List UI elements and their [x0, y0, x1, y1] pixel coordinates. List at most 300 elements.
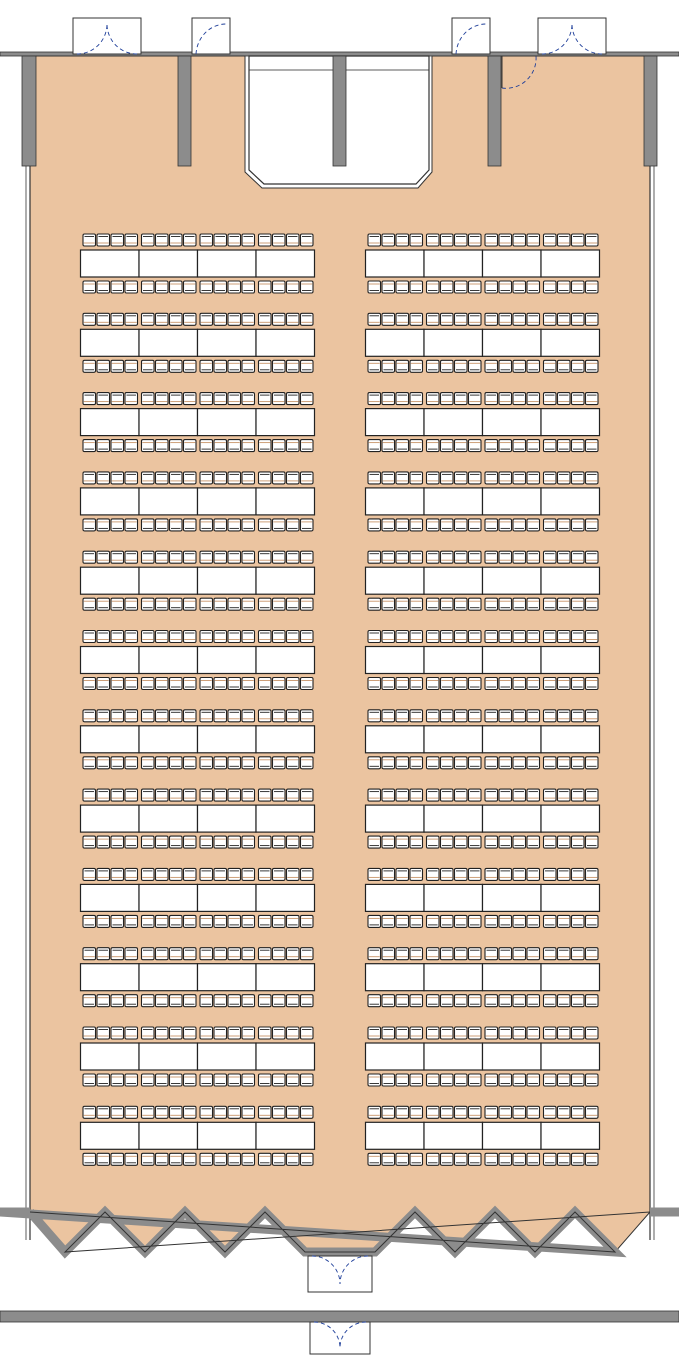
chair-icon: [368, 836, 381, 848]
chair-icon: [184, 551, 197, 563]
chair-seat: [382, 868, 395, 880]
chair-seat: [485, 915, 498, 927]
chair-seat: [485, 1153, 498, 1165]
chair-seat: [200, 1153, 213, 1165]
chair-seat: [586, 868, 599, 880]
chair-seat: [259, 1074, 272, 1086]
chair-seat: [586, 234, 599, 246]
chair-seat: [97, 234, 110, 246]
door-frame: [538, 18, 606, 54]
door-top-4: [538, 18, 606, 54]
chair-seat: [184, 440, 197, 452]
chair-icon: [368, 678, 381, 690]
chair-icon: [558, 1027, 571, 1039]
chair-icon: [301, 836, 314, 848]
chair-icon: [485, 1074, 498, 1086]
chair-seat: [455, 551, 468, 563]
chair-icon: [200, 1074, 213, 1086]
chair-seat: [513, 836, 526, 848]
chair-icon: [287, 710, 300, 722]
chair-icon: [228, 631, 241, 643]
chair-seat: [83, 757, 96, 769]
chair-icon: [200, 393, 213, 405]
chair-seat: [427, 631, 440, 643]
chair-icon: [200, 789, 213, 801]
chair-icon: [485, 519, 498, 531]
chair-icon: [396, 519, 409, 531]
chair-seat: [97, 631, 110, 643]
chair-seat: [259, 313, 272, 325]
chair-seat: [111, 472, 124, 484]
table-icon: [198, 805, 257, 832]
chair-seat: [527, 678, 540, 690]
chair-seat: [455, 868, 468, 880]
table-icon: [483, 647, 542, 674]
chair-icon: [170, 868, 183, 880]
chair-seat: [527, 710, 540, 722]
chair-seat: [301, 678, 314, 690]
chair-icon: [544, 948, 557, 960]
chair-seat: [156, 1027, 169, 1039]
chair-seat: [242, 757, 255, 769]
chair-seat: [544, 915, 557, 927]
chair-icon: [368, 710, 381, 722]
chair-icon: [111, 631, 124, 643]
table-icon: [256, 647, 315, 674]
chair-icon: [242, 551, 255, 563]
chair-seat: [228, 440, 241, 452]
chair-seat: [259, 789, 272, 801]
chair-icon: [97, 836, 110, 848]
chair-seat: [469, 360, 482, 372]
chair-seat: [572, 631, 585, 643]
chair-seat: [184, 995, 197, 1007]
chair-icon: [156, 868, 169, 880]
chair-icon: [455, 234, 468, 246]
chair-seat: [455, 678, 468, 690]
table-icon: [81, 884, 140, 911]
chair-icon: [558, 313, 571, 325]
chair-icon: [427, 836, 440, 848]
chair-icon: [97, 631, 110, 643]
chair-seat: [184, 1027, 197, 1039]
chair-seat: [558, 995, 571, 1007]
chair-icon: [368, 948, 381, 960]
chair-icon: [544, 360, 557, 372]
chair-seat: [572, 836, 585, 848]
chair-seat: [410, 868, 423, 880]
chair-icon: [242, 995, 255, 1007]
table-icon: [424, 884, 483, 911]
chair-seat: [287, 360, 300, 372]
chair-icon: [513, 868, 526, 880]
table-icon: [483, 1043, 542, 1070]
chair-icon: [83, 757, 96, 769]
chair-icon: [441, 868, 454, 880]
chair-seat: [228, 948, 241, 960]
chair-seat: [111, 440, 124, 452]
chair-icon: [214, 1074, 227, 1086]
chair-icon: [170, 472, 183, 484]
chair-seat: [242, 598, 255, 610]
table-icon: [139, 488, 198, 515]
table-icon: [256, 964, 315, 991]
chair-icon: [228, 360, 241, 372]
chair-seat: [259, 868, 272, 880]
chair-icon: [441, 995, 454, 1007]
chair-icon: [97, 472, 110, 484]
chair-icon: [485, 678, 498, 690]
chair-icon: [455, 789, 468, 801]
chair-seat: [287, 757, 300, 769]
chair-icon: [142, 440, 155, 452]
chair-seat: [170, 1153, 183, 1165]
chair-seat: [156, 836, 169, 848]
chair-seat: [558, 868, 571, 880]
chair-icon: [527, 1074, 540, 1086]
chair-seat: [125, 868, 138, 880]
chair-seat: [368, 440, 381, 452]
chair-icon: [273, 948, 286, 960]
table-icon: [81, 250, 140, 277]
chair-seat: [441, 234, 454, 246]
chair-seat: [142, 393, 155, 405]
chair-seat: [228, 789, 241, 801]
chair-seat: [301, 1027, 314, 1039]
chair-seat: [214, 393, 227, 405]
chair-icon: [97, 915, 110, 927]
chair-seat: [527, 234, 540, 246]
chair-seat: [427, 234, 440, 246]
chair-icon: [184, 393, 197, 405]
chair-icon: [273, 519, 286, 531]
chair-icon: [200, 313, 213, 325]
chair-icon: [184, 472, 197, 484]
chair-seat: [485, 393, 498, 405]
chair-icon: [242, 710, 255, 722]
chair-seat: [273, 1106, 286, 1118]
chair-icon: [558, 868, 571, 880]
chair-seat: [469, 995, 482, 1007]
chair-icon: [572, 472, 585, 484]
chair-icon: [142, 1106, 155, 1118]
chair-seat: [513, 519, 526, 531]
chair-seat: [572, 678, 585, 690]
chair-seat: [396, 519, 409, 531]
chair-icon: [513, 710, 526, 722]
chair-seat: [396, 1027, 409, 1039]
chair-seat: [558, 1027, 571, 1039]
chair-icon: [427, 757, 440, 769]
chair-seat: [513, 757, 526, 769]
chair-seat: [125, 995, 138, 1007]
chair-icon: [287, 1106, 300, 1118]
chair-seat: [125, 789, 138, 801]
chair-seat: [287, 836, 300, 848]
chair-icon: [200, 868, 213, 880]
chair-seat: [544, 710, 557, 722]
chair-seat: [125, 234, 138, 246]
chair-seat: [382, 281, 395, 293]
chair-icon: [97, 868, 110, 880]
chair-seat: [441, 598, 454, 610]
chair-seat: [396, 440, 409, 452]
chair-icon: [499, 1074, 512, 1086]
chair-seat: [499, 995, 512, 1007]
chair-seat: [200, 836, 213, 848]
chair-seat: [156, 678, 169, 690]
chair-icon: [97, 313, 110, 325]
chair-seat: [499, 472, 512, 484]
chair-icon: [368, 519, 381, 531]
chair-seat: [242, 678, 255, 690]
chair-icon: [142, 948, 155, 960]
chair-seat: [527, 1106, 540, 1118]
chair-icon: [469, 519, 482, 531]
chair-icon: [527, 551, 540, 563]
chair-icon: [142, 472, 155, 484]
table-icon: [424, 488, 483, 515]
chair-icon: [273, 440, 286, 452]
chair-seat: [200, 519, 213, 531]
chair-icon: [586, 393, 599, 405]
chair-seat: [382, 360, 395, 372]
chair-icon: [396, 757, 409, 769]
chair-icon: [572, 1027, 585, 1039]
chair-seat: [513, 551, 526, 563]
chair-icon: [301, 360, 314, 372]
table-icon: [424, 329, 483, 356]
chair-seat: [368, 551, 381, 563]
chair-seat: [142, 710, 155, 722]
chair-seat: [455, 393, 468, 405]
chair-seat: [410, 995, 423, 1007]
chair-seat: [572, 234, 585, 246]
chair-seat: [572, 757, 585, 769]
chair-seat: [214, 868, 227, 880]
chair-seat: [287, 1074, 300, 1086]
chair-icon: [513, 995, 526, 1007]
chair-icon: [441, 551, 454, 563]
chair-icon: [396, 995, 409, 1007]
chair-icon: [485, 551, 498, 563]
chair-seat: [214, 710, 227, 722]
chair-icon: [410, 313, 423, 325]
chair-icon: [200, 631, 213, 643]
chair-seat: [527, 789, 540, 801]
chair-seat: [259, 234, 272, 246]
chair-icon: [455, 598, 468, 610]
chair-icon: [558, 360, 571, 372]
chair-icon: [83, 440, 96, 452]
chair-icon: [83, 313, 96, 325]
chair-seat: [410, 551, 423, 563]
chair-icon: [586, 836, 599, 848]
chair-icon: [368, 598, 381, 610]
table-icon: [139, 329, 198, 356]
chair-seat: [301, 551, 314, 563]
chair-seat: [142, 598, 155, 610]
chair-seat: [287, 313, 300, 325]
chair-seat: [469, 757, 482, 769]
table-icon: [366, 488, 425, 515]
chair-icon: [469, 472, 482, 484]
chair-seat: [301, 1074, 314, 1086]
chair-icon: [184, 1027, 197, 1039]
chair-icon: [125, 472, 138, 484]
chair-seat: [228, 757, 241, 769]
chair-icon: [586, 598, 599, 610]
chair-seat: [83, 789, 96, 801]
chair-icon: [410, 472, 423, 484]
chair-seat: [301, 313, 314, 325]
chair-seat: [228, 234, 241, 246]
chair-icon: [301, 710, 314, 722]
chair-icon: [368, 1153, 381, 1165]
chair-seat: [382, 789, 395, 801]
chair-icon: [142, 313, 155, 325]
chair-icon: [287, 1074, 300, 1086]
chair-seat: [499, 598, 512, 610]
chair-seat: [156, 995, 169, 1007]
chair-seat: [455, 757, 468, 769]
chair-seat: [228, 313, 241, 325]
chair-seat: [396, 836, 409, 848]
chair-seat: [228, 1027, 241, 1039]
chair-icon: [544, 1074, 557, 1086]
chair-icon: [301, 393, 314, 405]
chair-seat: [214, 1106, 227, 1118]
chair-seat: [572, 710, 585, 722]
chair-seat: [184, 1106, 197, 1118]
chair-seat: [214, 440, 227, 452]
chair-icon: [586, 472, 599, 484]
chair-icon: [469, 631, 482, 643]
chair-seat: [156, 631, 169, 643]
chair-seat: [156, 551, 169, 563]
chair-icon: [544, 598, 557, 610]
table-icon: [198, 409, 257, 436]
table-icon: [424, 250, 483, 277]
chair-seat: [287, 789, 300, 801]
chair-seat: [469, 868, 482, 880]
chair-icon: [382, 1027, 395, 1039]
chair-icon: [410, 948, 423, 960]
chair-seat: [441, 915, 454, 927]
table-icon: [483, 567, 542, 594]
chair-icon: [410, 551, 423, 563]
chair-icon: [513, 281, 526, 293]
chair-icon: [396, 360, 409, 372]
chair-seat: [558, 598, 571, 610]
chair-icon: [228, 710, 241, 722]
chair-icon: [586, 234, 599, 246]
chair-icon: [427, 1153, 440, 1165]
chair-seat: [200, 948, 213, 960]
chair-icon: [544, 313, 557, 325]
chair-seat: [301, 631, 314, 643]
chair-seat: [544, 1106, 557, 1118]
chair-seat: [410, 678, 423, 690]
chair-seat: [273, 519, 286, 531]
chair-seat: [382, 440, 395, 452]
chair-icon: [301, 948, 314, 960]
chair-seat: [499, 360, 512, 372]
chair-seat: [125, 551, 138, 563]
chair-seat: [469, 313, 482, 325]
chair-icon: [427, 915, 440, 927]
chair-icon: [287, 440, 300, 452]
chair-icon: [214, 789, 227, 801]
chair-seat: [368, 234, 381, 246]
chair-icon: [125, 868, 138, 880]
chair-seat: [513, 948, 526, 960]
chair-seat: [368, 1106, 381, 1118]
chair-icon: [427, 868, 440, 880]
table-icon: [541, 488, 600, 515]
chair-seat: [97, 1106, 110, 1118]
chair-seat: [427, 678, 440, 690]
chair-seat: [97, 313, 110, 325]
chair-icon: [455, 631, 468, 643]
chair-seat: [427, 360, 440, 372]
chair-icon: [455, 1106, 468, 1118]
chair-seat: [527, 1074, 540, 1086]
chair-seat: [544, 360, 557, 372]
chair-seat: [97, 519, 110, 531]
chair-seat: [142, 757, 155, 769]
chair-icon: [572, 836, 585, 848]
chair-icon: [382, 551, 395, 563]
chair-icon: [527, 1027, 540, 1039]
chair-seat: [273, 1074, 286, 1086]
chair-icon: [441, 1027, 454, 1039]
chair-icon: [382, 519, 395, 531]
chair-icon: [111, 440, 124, 452]
chair-seat: [184, 598, 197, 610]
chair-seat: [558, 519, 571, 531]
table-icon: [366, 964, 425, 991]
chair-icon: [259, 393, 272, 405]
chair-seat: [156, 789, 169, 801]
chair-icon: [527, 598, 540, 610]
chair-seat: [586, 836, 599, 848]
chair-icon: [228, 995, 241, 1007]
chair-icon: [125, 440, 138, 452]
chair-seat: [273, 313, 286, 325]
chair-seat: [485, 995, 498, 1007]
chair-seat: [273, 678, 286, 690]
chair-seat: [125, 519, 138, 531]
chair-seat: [427, 551, 440, 563]
chair-seat: [242, 1074, 255, 1086]
chair-seat: [427, 313, 440, 325]
chair-seat: [83, 995, 96, 1007]
chair-seat: [441, 281, 454, 293]
chair-seat: [170, 710, 183, 722]
chair-icon: [111, 519, 124, 531]
chair-seat: [287, 868, 300, 880]
chair-seat: [410, 472, 423, 484]
chair-icon: [301, 1027, 314, 1039]
chair-icon: [396, 915, 409, 927]
chair-icon: [259, 360, 272, 372]
chair-seat: [142, 234, 155, 246]
table-icon: [541, 884, 600, 911]
chair-seat: [455, 710, 468, 722]
chair-seat: [259, 757, 272, 769]
chair-icon: [382, 393, 395, 405]
